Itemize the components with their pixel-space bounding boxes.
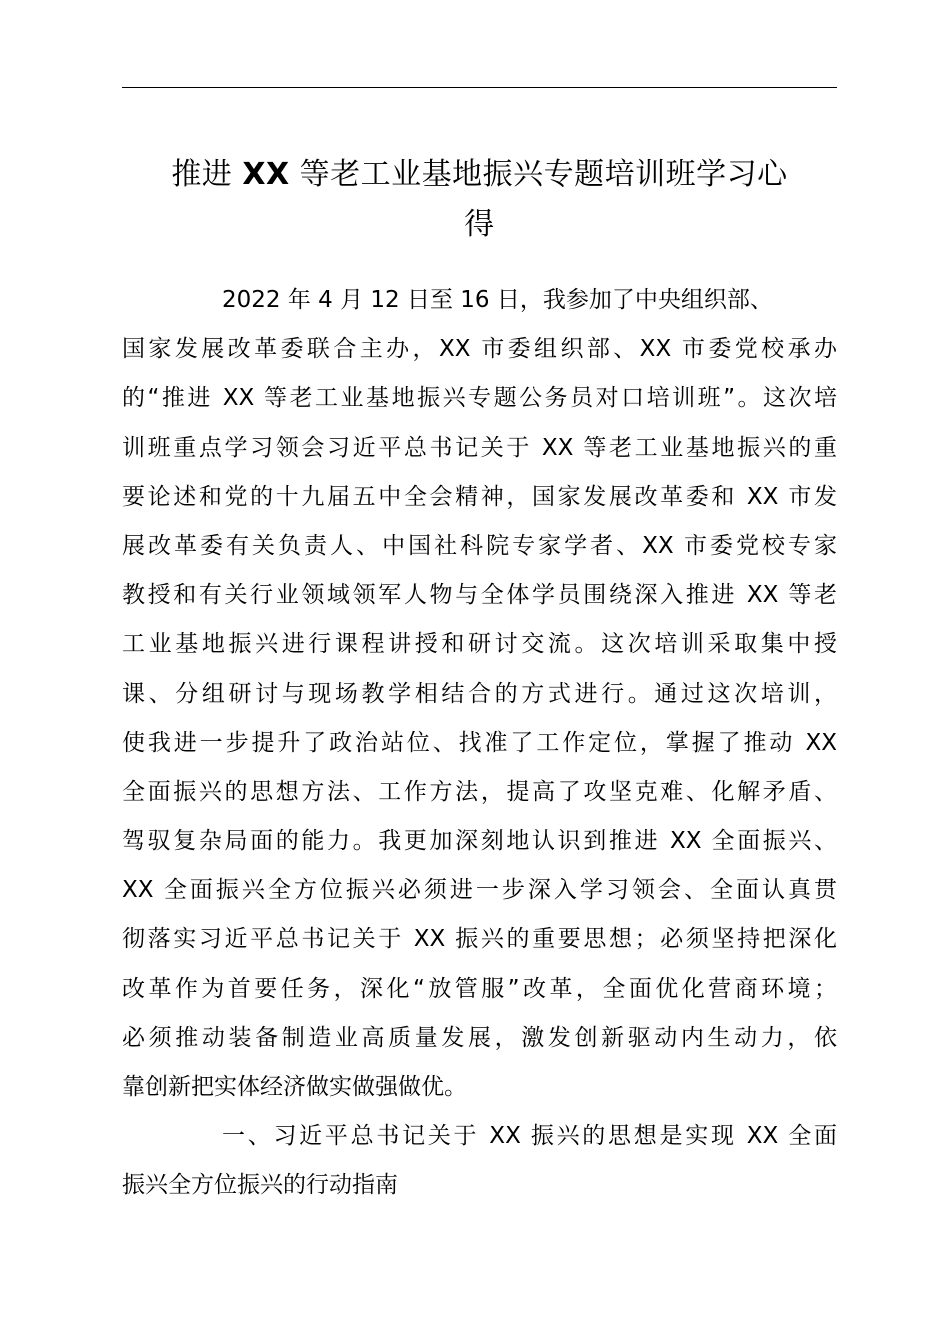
text-line: 驾驭复杂局面的能力。我更加深刻地认识到推进 XX 全面振兴、 [122,828,837,855]
text-line: 改革作为首要任务，深化“放管服”改革，全面优化营商环境； [122,975,837,1002]
text-line: 一、习近平总书记关于 XX 振兴的思想是实现 XX 全面 [222,1123,837,1150]
title-text-post: 等老工业基地振兴专题培训班学习心 [289,157,788,192]
text-line: 工业基地振兴进行课程讲授和研讨交流。这次培训采取集中授 [122,631,837,658]
section-heading-1 [122,1112,837,1210]
text-line: 振兴全方位振兴的行动指南 [122,1172,398,1199]
text-line: 的“推进 XX 等老工业基地振兴专题公务员对口培训班”。这次培 [122,385,837,412]
text-line: 教授和有关行业领域领军人物与全体学员围绕深入推进 XX 等老 [122,582,837,609]
text-line: 全面振兴的思想方法、工作方法，提高了攻坚克难、化解矛盾、 [122,778,837,805]
document-body [122,276,837,1211]
title-text-bold: XX [242,157,290,192]
title-line-2: 得 [464,207,495,242]
text-line: 要论述和党的十九届五中全会精神，国家发展改革委和 XX 市发 [122,483,837,510]
text-line: 必须推动装备制造业高质量发展，激发创新驱动内生动力，依 [122,1024,837,1051]
text-line: 课、分组研讨与现场教学相结合的方式进行。通过这次培训， [122,680,837,707]
document-title [122,150,837,250]
text-line: 训班重点学习领会习近平总书记关于 XX 等老工业基地振兴的重 [122,434,837,461]
paragraph-intro [122,276,837,1112]
text-line: 使我进一步提升了政治站位、找准了工作定位，掌握了推动 XX [122,729,837,756]
text-line: XX 全面振兴全方位振兴必须进一步深入学习领会、全面认真贯 [122,877,837,904]
title-line-1 [122,150,837,200]
text-line: 彻落实习近平总书记关于 XX 振兴的重要思想；必须坚持把深化 [122,926,837,953]
text-line: 2022 年 4 月 12 日至 16 日，我参加了中央组织部、 [222,287,773,313]
text-line: 国家发展改革委联合主办，XX 市委组织部、XX 市委党校承办 [122,336,837,363]
text-line: 展改革委有关负责人、中国社科院专家学者、XX 市委党校专家 [122,532,837,559]
header-rule [122,87,837,88]
title-text-pre: 推进 [171,157,243,192]
text-line: 靠创新把实体经济做实做强做优。 [122,1074,467,1100]
